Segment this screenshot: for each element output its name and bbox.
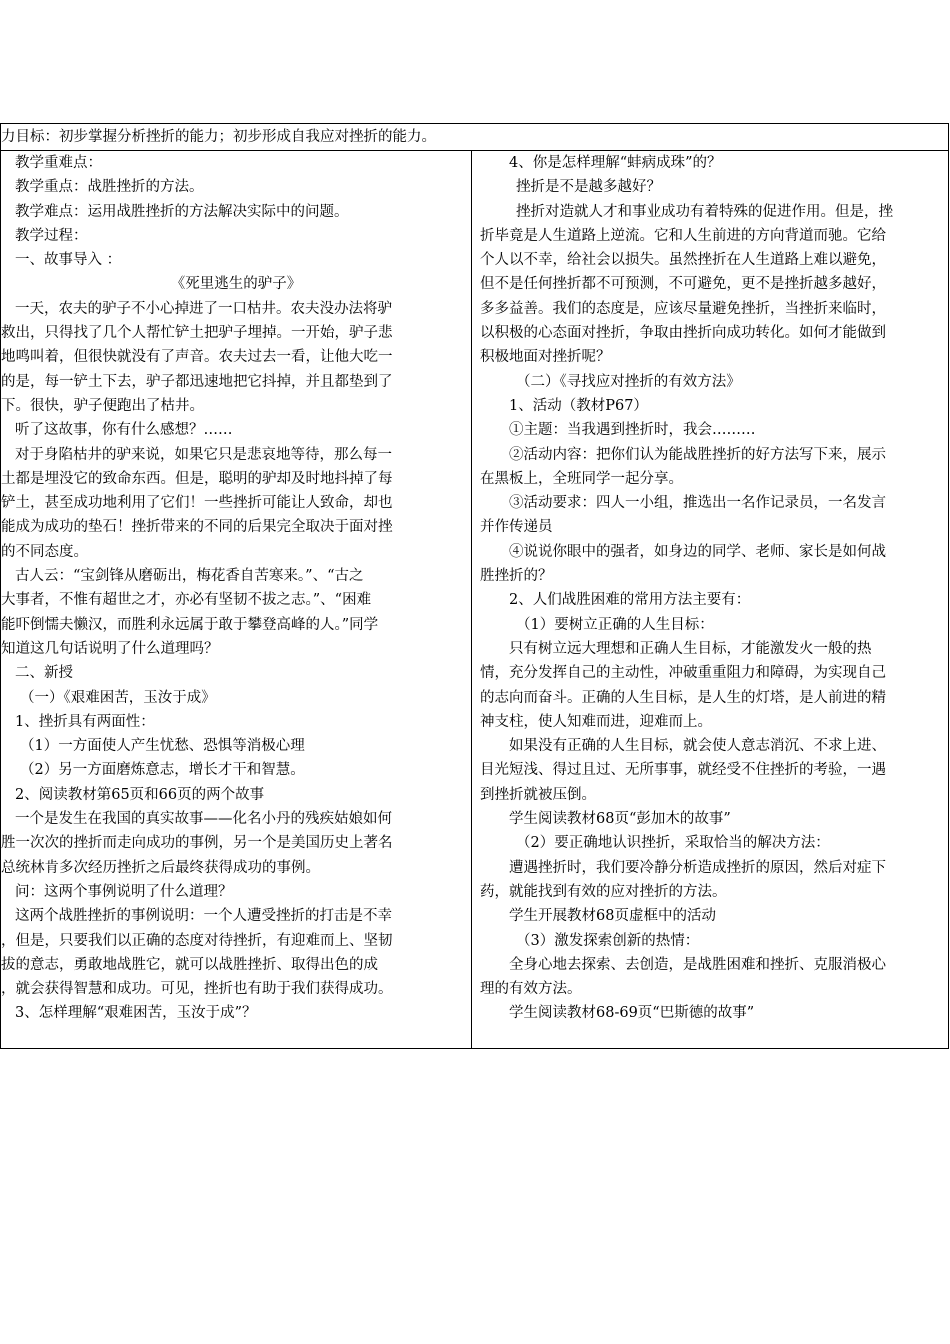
right-line: （二）《寻找应对挫折的有效方法》	[516, 373, 741, 390]
left-line: 胜一次次的挫折而走向成功的事例，另一个是美国历史上著名	[1, 835, 393, 852]
left-line: 下。很快，驴子便跑出了枯井。	[1, 397, 204, 414]
left-column	[1, 151, 472, 1048]
right-line: 遭遇挫折时，我们要冷静分析造成挫折的原因，然后对症下	[509, 859, 886, 876]
left-line: 拔的意志，勇敢地战胜它，就可以战胜挫折、取得出色的成	[1, 956, 378, 973]
right-column	[472, 151, 948, 1048]
left-line: 教学过程：	[15, 227, 88, 244]
left-line: 一、故事导入 ：	[15, 252, 122, 269]
left-line: 这两个战胜挫折的事例说明：一个人遭受挫折的打击是不幸	[15, 908, 392, 925]
right-line: 挫折对造就人才和事业成功有着特殊的促进作用。但是，挫	[516, 203, 893, 220]
left-line: 大事者，不惟有超世之才，亦必有坚韧不拔之志。”、“困难	[1, 592, 372, 609]
right-line: 积极地面对挫折呢？	[480, 349, 611, 366]
left-line: 的是，每一铲土下去，驴子都迅速地把它抖掉，并且都垫到了	[1, 373, 393, 390]
right-line: ①主题：当我遇到挫折时，我会………	[509, 422, 756, 439]
right-line: 到挫折就被压倒。	[480, 786, 596, 803]
left-line: 3、怎样理解“艰难困苦，玉汝于成”？	[15, 1005, 257, 1022]
left-line: ，就会获得智慧和成功。可见，挫折也有助于我们获得成功。	[1, 981, 393, 998]
left-line: 地鸣叫着，但很快就没有了声音。农夫过去一看，让他大吃一	[1, 349, 393, 366]
left-line: 知道这几句话说明了什么道理吗？	[1, 640, 219, 657]
left-line: 问：这两个事例说明了什么道理？	[15, 883, 233, 900]
left-line: 听了这故事，你有什么感想？……	[15, 422, 233, 439]
left-line: 土都是埋没它的致命东西。但是，聪明的驴却及时地抖掉了每	[1, 470, 393, 487]
right-line: 折毕竟是人生道路上逆流。它和人生前进的方向背道而驰。它给	[480, 227, 886, 244]
left-line: （2）另一方面磨炼意志，增长才干和智慧。	[20, 762, 305, 779]
right-line: 1、活动（教材P67）	[509, 397, 648, 414]
right-line: 在黑板上，全班同学一起分享。	[480, 470, 683, 487]
left-line: 一天，农夫的驴子不小心掉进了一口枯井。农夫没办法将驴	[15, 300, 392, 317]
left-line: 铲土，甚至成功地利用了它们！一些挫折可能让人致命，却也	[1, 495, 393, 512]
left-line: 一个是发生在我国的真实故事——化名小丹的残疾姑娘如何	[15, 811, 392, 828]
right-line: 只有树立远大理想和正确人生目标，才能激发火一般的热	[509, 640, 872, 657]
right-line: 个人以不幸，给社会以损失。虽然挫折在人生道路上难以避免，	[480, 252, 886, 269]
right-line: 并作传递员	[480, 519, 553, 536]
right-line: 但不是任何挫折都不可预测，不可避免，更不是挫折越多越好，	[480, 276, 886, 293]
left-line: 古人云：“宝剑锋从磨砺出，梅花香自苦寒来。”、“古之	[15, 568, 364, 585]
left-line: （一）《艰难困苦，玉汝于成》	[20, 689, 216, 706]
ability-goal-text: 力目标：初步掌握分析挫折的能力；初步形成自我应对挫折的能力。	[1, 129, 436, 145]
right-line: ②活动内容：把你们认为能战胜挫折的好方法写下来，展示	[509, 446, 886, 463]
right-line: 如果没有正确的人生目标，就会使人意志消沉、不求上进、	[509, 738, 886, 755]
right-line: 4、你是怎样理解“蚌病成珠”的？	[509, 155, 722, 171]
right-line: （1）要树立正确的人生目标：	[516, 616, 714, 633]
right-line: 理的有效方法。	[480, 981, 582, 998]
right-line: 以积极的心态面对挫折，争取由挫折向成功转化。如何才能做到	[480, 325, 886, 342]
right-line: 学生阅读教材68-69页“巴斯德的故事”	[509, 1005, 755, 1022]
right-line: 神支柱，使人知难而进，迎难而上。	[480, 713, 712, 730]
left-line: 救出，只得找了几个人帮忙铲土把驴子埋掉。一开始，驴子悲	[1, 325, 393, 342]
right-line: 2、人们战胜困难的常用方法主要有：	[509, 592, 751, 609]
left-line: 对于身陷枯井的驴来说，如果它只是悲哀地等待，那么每一	[15, 446, 392, 463]
right-line: （3）激发探索创新的热情：	[516, 932, 700, 949]
right-line: ③活动要求：四人一小组，推选出一名作记录员，一名发言	[509, 495, 886, 512]
right-line: 胜挫折的？	[480, 568, 553, 585]
right-line: 多多益善。我们的态度是，应该尽量避免挫折，当挫折来临时，	[480, 300, 886, 317]
right-line: 药，就能找到有效的应对挫折的方法。	[480, 883, 727, 900]
left-line: ，但是，只要我们以正确的态度对待挫折，有迎难而上、坚韧	[1, 932, 393, 949]
right-line: 学生阅读教材68页“彭加木的故事”	[509, 811, 731, 828]
left-line: 能吓倒懦夫懒汉，而胜利永远属于敢于攀登高峰的人。”同学	[1, 616, 379, 633]
right-line: 的志向而奋斗。正确的人生目标，是人生的灯塔，是人前进的精	[480, 689, 886, 706]
left-line: 总统林肯多次经历挫折之后最终获得成功的事例。	[1, 859, 320, 876]
left-line: 教学难点：运用战胜挫折的方法解决实际中的问题。	[15, 203, 349, 220]
right-line: 挫折是不是越多越好？	[516, 179, 661, 196]
ability-goal-row	[1, 124, 948, 151]
story-title: 《死里逃生的驴子》	[170, 276, 302, 293]
right-line: 目光短浅、得过且过、无所事事，就经受不住挫折的考验，一遇	[480, 762, 886, 779]
left-line: 1、挫折具有两面性：	[15, 713, 155, 730]
left-line: 二、新授	[15, 665, 73, 682]
left-line: 教学重点：战胜挫折的方法。	[15, 179, 204, 196]
right-line: 情，充分发挥自己的主动性，冲破重重阻力和障碍，为实现自己	[480, 665, 886, 682]
left-line: （1）一方面使人产生忧愁、恐惧等消极心理	[20, 738, 305, 755]
right-line: （2）要正确地认识挫折，采取恰当的解决方法：	[516, 835, 830, 852]
right-line: ④说说你眼中的强者，如身边的同学、老师、家长是如何战	[509, 543, 886, 560]
left-line: 教学重难点：	[15, 155, 102, 171]
left-line: 能成为成功的垫石！挫折带来的不同的后果完全取决于面对挫	[1, 519, 393, 536]
right-line: 学生开展教材68页虚框中的活动	[509, 908, 716, 925]
lesson-plan-table	[0, 123, 949, 1049]
right-line: 全身心地去探索、去创造，是战胜困难和挫折、克服消极心	[509, 956, 886, 973]
left-line: 的不同态度。	[1, 543, 88, 560]
left-line: 2、阅读教材第65页和66页的两个故事	[15, 786, 265, 803]
